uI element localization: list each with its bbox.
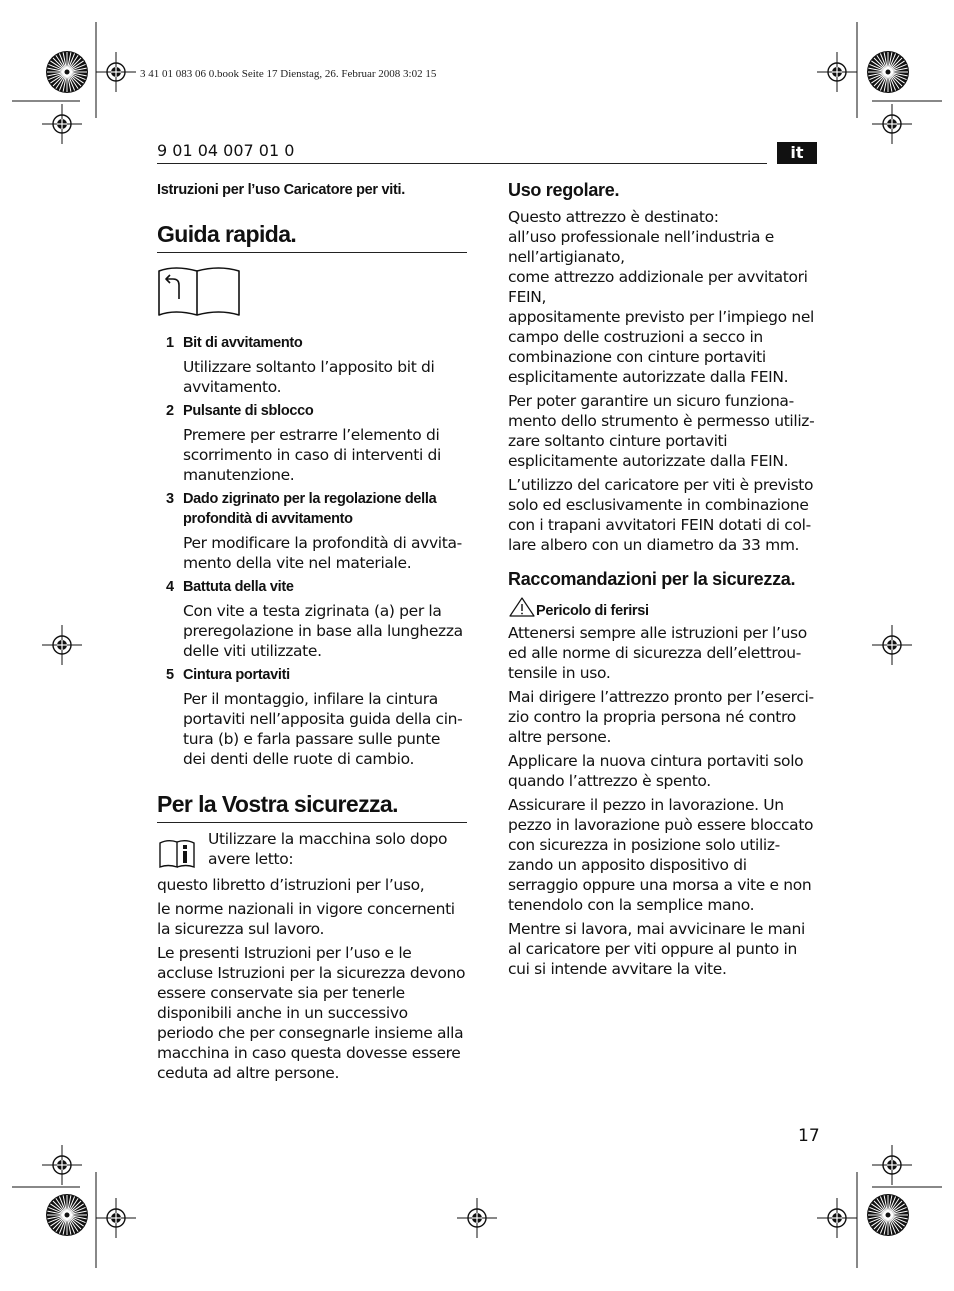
danger-label: Pericolo di ferirsi — [536, 603, 649, 619]
paragraph: Assicurare il pezzo in lavorazione. Un pezzo in lavorazione può essere bloccato con sicurezza in posizione solo utilizzando un apposito dispositivo di serraggio oppure una morsa a vite e non tenendolo con la semplice mano. — [508, 796, 814, 914]
paragraph: Mai dirigere l’attrezzo pronto per l’esercizio contro la propria persona né contro altre persone. — [508, 688, 815, 746]
item-title: Pulsante di sblocco — [183, 403, 314, 419]
paragraph: appositamente previsto per l’impiego nel campo delle costruzioni a secco in combinazione con cinture portaviti esplicitamente autorizzate dalla FEIN. — [508, 308, 814, 386]
list-item — [157, 489, 467, 573]
paragraph: all’uso professionale nell’industria e nell’artigianato, — [508, 228, 774, 266]
item-number: 5 — [166, 667, 174, 683]
right-column — [508, 180, 818, 983]
item-title: Cintura portaviti — [183, 667, 290, 683]
intended-use-title: Uso regolare. — [508, 180, 620, 200]
list-item — [157, 333, 467, 397]
item-title: Bit di avvitamento — [183, 335, 303, 351]
safety-title: Per la Vostra sicurezza. — [157, 791, 398, 817]
info-text: Utilizzare la macchina solo dopo avere letto: — [208, 830, 448, 868]
paragraph: le norme nazionali in vigore concernenti la sicurezza sul lavoro. — [157, 900, 455, 938]
document-number: 9 01 04 007 01 0 — [157, 141, 295, 160]
slug-line: 3 41 01 083 06 0.book Seite 17 Dienstag, 26. Februar 2008 3:02 15 — [140, 68, 437, 80]
warning-triangle-icon — [508, 596, 536, 618]
item-title: Dado zigrinato per la regolazione della profondità di avvitamento — [183, 491, 437, 527]
paragraph: L’utilizzo del caricatore per viti è previsto solo ed esclusivamente in combinazione con i trapani avvitatori FEIN dotati di collare albero con un diametro da 33 mm. — [508, 476, 814, 554]
title-rule — [157, 822, 467, 823]
info-block — [157, 829, 467, 871]
paragraph: Questo attrezzo è destinato: — [508, 208, 719, 226]
list-item — [157, 577, 467, 661]
list-item — [157, 665, 467, 769]
item-text: Per il montaggio, infilare la cintura portaviti nell’apposita guida della cintura (b) e farla passare sulle punte dei denti delle ruote di cambio. — [183, 690, 463, 768]
intro-label: Istruzioni per l’uso Caricatore per viti. — [157, 182, 405, 198]
title-rule — [157, 252, 467, 253]
book-icon — [157, 265, 467, 317]
language-tab: it — [777, 142, 817, 164]
page-number: 17 — [798, 1126, 820, 1146]
item-number: 2 — [166, 403, 174, 419]
item-number: 1 — [166, 335, 174, 351]
left-column — [157, 182, 467, 1087]
quick-guide-title: Guida rapida. — [157, 221, 297, 247]
paragraph: Attenersi sempre alle istruzioni per l’uso ed alle norme di sicurezza dell’elettroutensile in uso. — [508, 624, 807, 682]
paragraph: come attrezzo addizionale per avvitatori FEIN, — [508, 268, 808, 306]
item-text: Con vite a testa zigrinata (a) per la preregolazione in base alla lunghezza delle viti utilizzate. — [183, 602, 463, 660]
safety-recommendations-text — [508, 623, 818, 979]
item-text: Per modificare la profondità di avvitamento della vite nel materiale. — [183, 534, 463, 572]
paragraph: Mentre si lavora, mai avvicinare le mani al caricatore per viti oppure al punto in cui si intende avvitare la vite. — [508, 920, 805, 978]
intended-use-text — [508, 207, 818, 555]
info-icon — [158, 837, 196, 869]
item-text: Utilizzare soltanto l’apposito bit di avvitamento. — [183, 358, 435, 396]
item-text: Premere per estrarre l’elemento di scorrimento in caso di interventi di manutenzione. — [183, 426, 441, 484]
list-item — [157, 401, 467, 485]
danger-heading — [508, 596, 818, 619]
paragraph: Le presenti Istruzioni per l’uso e le accluse Istruzioni per la sicurezza devono essere conservate sia per tenerle disponibili anche in un successivo periodo che per consegnarle insieme alla macchina in caso questa dovesse essere ceduta ad altre persone. — [157, 944, 466, 1082]
item-number: 3 — [166, 491, 174, 507]
item-number: 4 — [166, 579, 174, 595]
header-rule — [157, 163, 767, 164]
paragraph: Applicare la nuova cintura portaviti solo quando l’attrezzo è spento. — [508, 752, 804, 790]
safety-paragraphs — [157, 875, 467, 1083]
safety-recommendations-title: Raccomandazioni per la sicurezza. — [508, 569, 796, 589]
paragraph: Per poter garantire un sicuro funzionamento dello strumento è permesso utilizzare soltanto cinture portaviti esplicitamente autorizzate dalla FEIN. — [508, 392, 815, 470]
quick-guide-list — [157, 333, 467, 769]
paragraph: questo libretto d’istruzioni per l’uso, — [157, 876, 425, 894]
item-title: Battuta della vite — [183, 579, 294, 595]
